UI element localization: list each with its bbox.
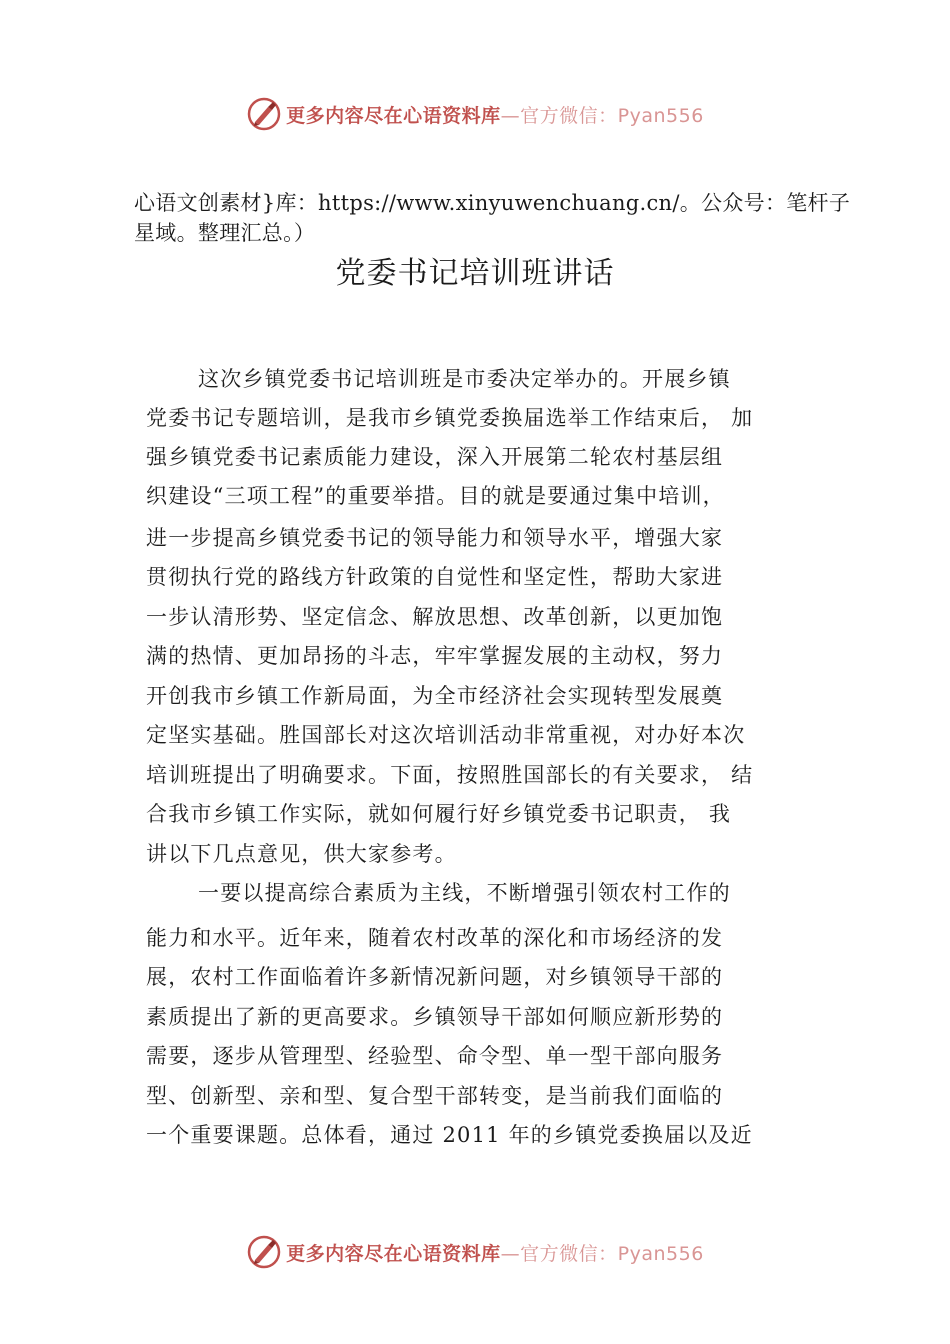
body-line: 能力和水平。近年来，随着农村改革的深化和市场经济的发 <box>146 926 724 950</box>
document-title: 党委书记培训班讲话 <box>335 256 615 291</box>
body-line: 开创我市乡镇工作新局面，为全市经济社会实现转型发展奠 <box>146 684 724 708</box>
body-line: 进一步提高乡镇党委书记的领导能力和领导水平，增强大家 <box>146 526 724 550</box>
body-line: 型、创新型、亲和型、复合型干部转变，是当前我们面临的 <box>146 1084 724 1108</box>
body-line: 党委书记专题培训，是我市乡镇党委换届选举工作结束后， 加 <box>146 406 754 430</box>
banner-text: 更多内容尽在心语资料库—官方微信：Pyan556 <box>286 1242 704 1265</box>
banner-text: 更多内容尽在心语资料库—官方微信：Pyan556 <box>286 104 704 127</box>
body-line: 讲以下几点意见，供大家参考。 <box>146 842 457 866</box>
body-line: 一个重要课题。总体看，通过 2011 年的乡镇党委换届以及近 <box>146 1123 753 1147</box>
body-line: 合我市乡镇工作实际，就如何履行好乡镇党委书记职责， 我 <box>146 802 732 826</box>
body-line: 定坚实基础。胜国部长对这次培训活动非常重视，对办好本次 <box>146 723 746 747</box>
body-line: 一步认清形势、坚定信念、解放思想、改革创新，以更加饱 <box>146 605 724 629</box>
footer-watermark-banner <box>0 1230 950 1274</box>
body-line: 培训班提出了明确要求。下面，按照胜国部长的有关要求， 结 <box>146 763 754 787</box>
pen-logo-icon <box>246 96 282 132</box>
body-line: 贯彻执行党的路线方针政策的自觉性和坚定性，帮助大家进 <box>146 565 724 589</box>
source-note: 心语文创素材}库：https://www.xinyuwenchuang.cn/。公众号：笔杆子星域。整理汇总。） <box>134 191 851 245</box>
pen-logo-icon <box>246 1234 282 1270</box>
body-line: 需要，逐步从管理型、经验型、命令型、单一型干部向服务 <box>146 1044 724 1068</box>
body-line: 这次乡镇党委书记培训班是市委决定举办的。开展乡镇 <box>198 367 731 391</box>
header-watermark-banner <box>0 92 950 136</box>
body-line: 一要以提高综合素质为主线，不断增强引领农村工作的 <box>198 881 731 905</box>
body-line: 满的热情、更加昂扬的斗志，牢牢掌握发展的主动权，努力 <box>146 644 724 668</box>
body-line: 织建设“三项工程”的重要举措。目的就是要通过集中培训， <box>146 484 725 508</box>
body-line: 展，农村工作面临着许多新情况新问题，对乡镇领导干部的 <box>146 965 724 989</box>
body-line: 素质提出了新的更高要求。乡镇领导干部如何顺应新形势的 <box>146 1005 724 1029</box>
body-line: 强乡镇党委书记素质能力建设，深入开展第二轮农村基层组 <box>146 445 724 469</box>
